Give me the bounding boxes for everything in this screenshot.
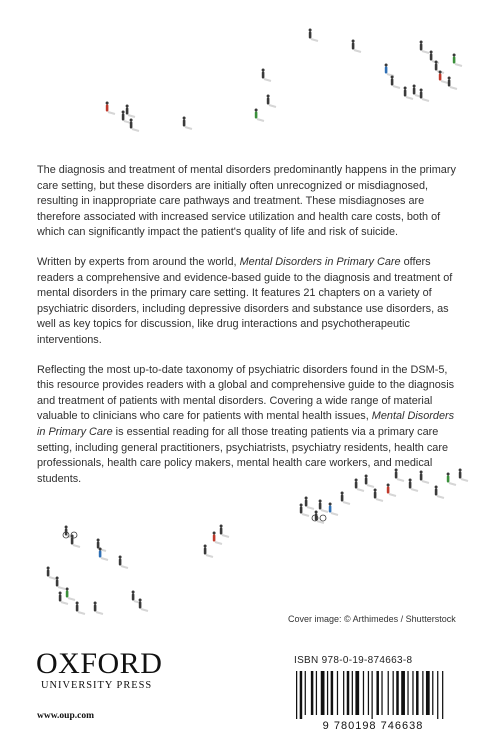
figure-shadow <box>455 64 462 66</box>
figure-shadow <box>78 612 85 614</box>
person-head <box>420 41 423 44</box>
person-head <box>126 105 129 108</box>
barcode-bar <box>300 671 303 719</box>
barcode-bar <box>316 671 317 715</box>
person-head <box>183 117 186 120</box>
blurb-p1-text: The diagnosis and treatment of mental disorders predominantly happens in the primary care setting, but these disorders are initially often unrecognized or misdiagnosed, resulting in inappropriate care pathways and treatment. These misdiagnoses are therefore associated with increased service utilization and health care costs, both of which can significantly impact the patient's quality of life and risk of suicide. <box>37 164 456 239</box>
person-head <box>56 577 59 580</box>
barcode-bar <box>372 671 373 719</box>
person-head <box>439 71 442 74</box>
person-figure <box>71 538 74 545</box>
barcode-bar <box>327 671 328 715</box>
blurb-paragraph-1 <box>37 163 461 241</box>
figure-shadow <box>343 502 350 504</box>
barcode-bar <box>381 671 382 715</box>
person-head <box>315 511 318 514</box>
barcode-bar <box>352 671 353 715</box>
person-head <box>65 526 68 529</box>
figure-shadow <box>96 612 103 614</box>
person-figure <box>315 514 318 521</box>
figure-shadow <box>58 587 65 589</box>
cover-image-credit: Cover image: © Arthimedes / Shutterstock <box>288 614 456 624</box>
barcode-bar <box>401 671 405 715</box>
isbn-barcode <box>284 669 462 731</box>
isbn-label: ISBN 978-0-19-874663-8 <box>294 655 413 666</box>
person-figure <box>139 602 142 609</box>
figure-shadow <box>461 479 468 481</box>
person-figure <box>119 559 122 566</box>
person-figure <box>220 528 223 535</box>
person-figure <box>94 605 97 612</box>
person-figure <box>99 551 102 558</box>
person-figure <box>213 535 216 542</box>
person-figure <box>329 506 332 513</box>
person-head <box>300 504 303 507</box>
person-head <box>453 54 456 57</box>
person-figure <box>413 88 416 95</box>
figure-shadow <box>108 112 115 114</box>
book-title-italic: Mental Disorders in Primary Care <box>37 410 455 438</box>
person-figure <box>66 591 69 598</box>
barcode-bar <box>426 671 430 715</box>
barcode-bar <box>331 671 334 715</box>
person-head <box>119 556 122 559</box>
publisher-url: www.oup.com <box>37 711 95 721</box>
person-head <box>106 102 109 105</box>
person-head <box>448 77 451 80</box>
barcode-bar <box>343 671 344 715</box>
barcode-bar <box>363 671 364 715</box>
bicycle-wheel <box>320 515 326 521</box>
person-figure <box>435 64 438 71</box>
barcode-bar <box>412 671 413 715</box>
person-figure <box>132 594 135 601</box>
person-figure <box>430 54 433 61</box>
person-figure <box>204 548 207 555</box>
person-figure <box>262 72 265 79</box>
figure-shadow <box>264 79 271 81</box>
figure-shadow <box>354 50 361 52</box>
person-figure <box>59 595 62 602</box>
person-figure <box>448 80 451 87</box>
figure-shadow <box>441 81 448 83</box>
person-figure <box>255 112 258 119</box>
person-head <box>97 539 100 542</box>
figure-shadow <box>311 39 318 41</box>
person-head <box>94 602 97 605</box>
person-figure <box>126 108 129 115</box>
person-figure <box>76 605 79 612</box>
person-figure <box>420 44 423 51</box>
blurb-p2-text-b: offers readers a comprehensive and evidence-based guide to the diagnosis and treatment of mental disorders in the primary care setting. It features 21 chapters on a variety of psychiatric disorders, including depressive disorders and substance use disorders, as well as key topics for discussion, like drug interactions and psychotherapeutic interventions. <box>37 255 453 346</box>
figure-shadow <box>302 514 309 516</box>
figure-shadow <box>61 602 68 604</box>
person-head <box>255 109 258 112</box>
figure-shadow <box>68 598 75 600</box>
figure-shadow <box>269 105 276 107</box>
person-head <box>391 76 394 79</box>
person-figure <box>267 98 270 105</box>
person-head <box>404 87 407 90</box>
publisher-logo-press: UNIVERSITY PRESS <box>41 680 153 691</box>
person-head <box>385 64 388 67</box>
person-head <box>213 532 216 535</box>
figure-shadow <box>331 513 338 515</box>
person-figure <box>439 74 442 81</box>
person-figure <box>106 105 109 112</box>
figure-shadow <box>141 609 148 611</box>
figure-shadow <box>406 97 413 99</box>
person-figure <box>319 503 322 510</box>
person-head <box>99 548 102 551</box>
barcode-bar <box>296 671 297 719</box>
person-head <box>267 95 270 98</box>
figure-shadow <box>222 535 229 537</box>
person-head <box>352 40 355 43</box>
person-figure <box>56 580 59 587</box>
person-figure <box>453 57 456 64</box>
barcode-bar <box>407 671 408 715</box>
figure-shadow <box>321 510 328 512</box>
barcode-bar <box>393 671 394 715</box>
blurb-p2-text-a: Written by experts from around the world, <box>37 255 240 268</box>
figure-shadow <box>422 51 429 53</box>
person-head <box>413 85 416 88</box>
person-head <box>420 89 423 92</box>
person-figure <box>391 79 394 86</box>
person-head <box>262 69 265 72</box>
figure-shadow <box>393 86 400 88</box>
person-figure <box>420 92 423 99</box>
person-figure <box>385 67 388 74</box>
figure-shadow <box>101 558 108 560</box>
person-head <box>130 119 133 122</box>
figure-shadow <box>206 555 213 557</box>
person-head <box>139 599 142 602</box>
person-figure <box>122 114 125 121</box>
blurb-p3-text-b: is essential reading for all those treating patients via a primary care setting, including general practitioners, psychiatrists, psychiatry residents, health care professionals, health care policy makers, mental health care workers, and medical students. <box>37 425 449 485</box>
barcode-bar <box>437 671 438 719</box>
barcode-bar <box>432 671 433 715</box>
figure-shadow <box>215 542 222 544</box>
person-figure <box>183 120 186 127</box>
barcode-bar <box>311 671 314 715</box>
blurb-paragraph-3 <box>37 363 461 488</box>
figure-shadow <box>132 129 139 131</box>
figure-shadow <box>307 507 314 509</box>
publisher-logo-name: OXFORD <box>36 647 163 680</box>
barcode-bar <box>422 671 423 715</box>
figure-shadow <box>185 127 192 129</box>
figure-shadow <box>422 99 429 101</box>
figure-shadow <box>121 566 128 568</box>
barcode-bar <box>321 671 325 715</box>
person-head <box>435 61 438 64</box>
blurb-text <box>37 163 461 501</box>
person-head <box>76 602 79 605</box>
barcode-bar <box>442 671 443 719</box>
barcode-bar <box>396 671 399 715</box>
barcode-bar <box>416 671 419 715</box>
figure-shadow <box>73 545 80 547</box>
barcode-bar <box>388 671 389 715</box>
figure-shadow <box>450 87 457 89</box>
person-figure <box>47 570 50 577</box>
person-head <box>430 51 433 54</box>
person-head <box>132 591 135 594</box>
person-head <box>309 29 312 32</box>
barcode-bar <box>355 671 359 715</box>
person-figure <box>300 507 303 514</box>
figure-shadow <box>257 119 264 121</box>
figure-shadow <box>128 115 135 117</box>
blurb-p3-text-a: Reflecting the most up-to-date taxonomy of psychiatric disorders found in the DSM-5, this resource provides readers with a global and comprehensive guide to the diagnosis and treatment of patients with mental disorders. Covering a wide range of material valuable to clinicians who care for patients with mental health issues, <box>37 363 455 423</box>
person-head <box>329 503 332 506</box>
person-head <box>47 567 50 570</box>
person-figure <box>352 43 355 50</box>
figure-shadow <box>49 577 56 579</box>
barcode-bar <box>305 671 306 715</box>
barcode-bar <box>368 671 369 715</box>
person-figure <box>309 32 312 39</box>
barcode-bar <box>376 671 379 715</box>
person-head <box>66 588 69 591</box>
person-head <box>122 111 125 114</box>
barcode-digits: 9 780198 746638 <box>322 720 424 731</box>
figure-shadow <box>387 74 394 76</box>
blurb-paragraph-2 <box>37 255 461 349</box>
person-figure <box>97 542 100 549</box>
person-head <box>220 525 223 528</box>
person-figure <box>130 122 133 129</box>
book-title-italic: Mental Disorders in Primary Care <box>239 255 401 268</box>
barcode-bar <box>337 671 338 715</box>
barcode-bar <box>347 671 350 715</box>
person-head <box>204 545 207 548</box>
person-figure <box>404 90 407 97</box>
person-head <box>59 592 62 595</box>
